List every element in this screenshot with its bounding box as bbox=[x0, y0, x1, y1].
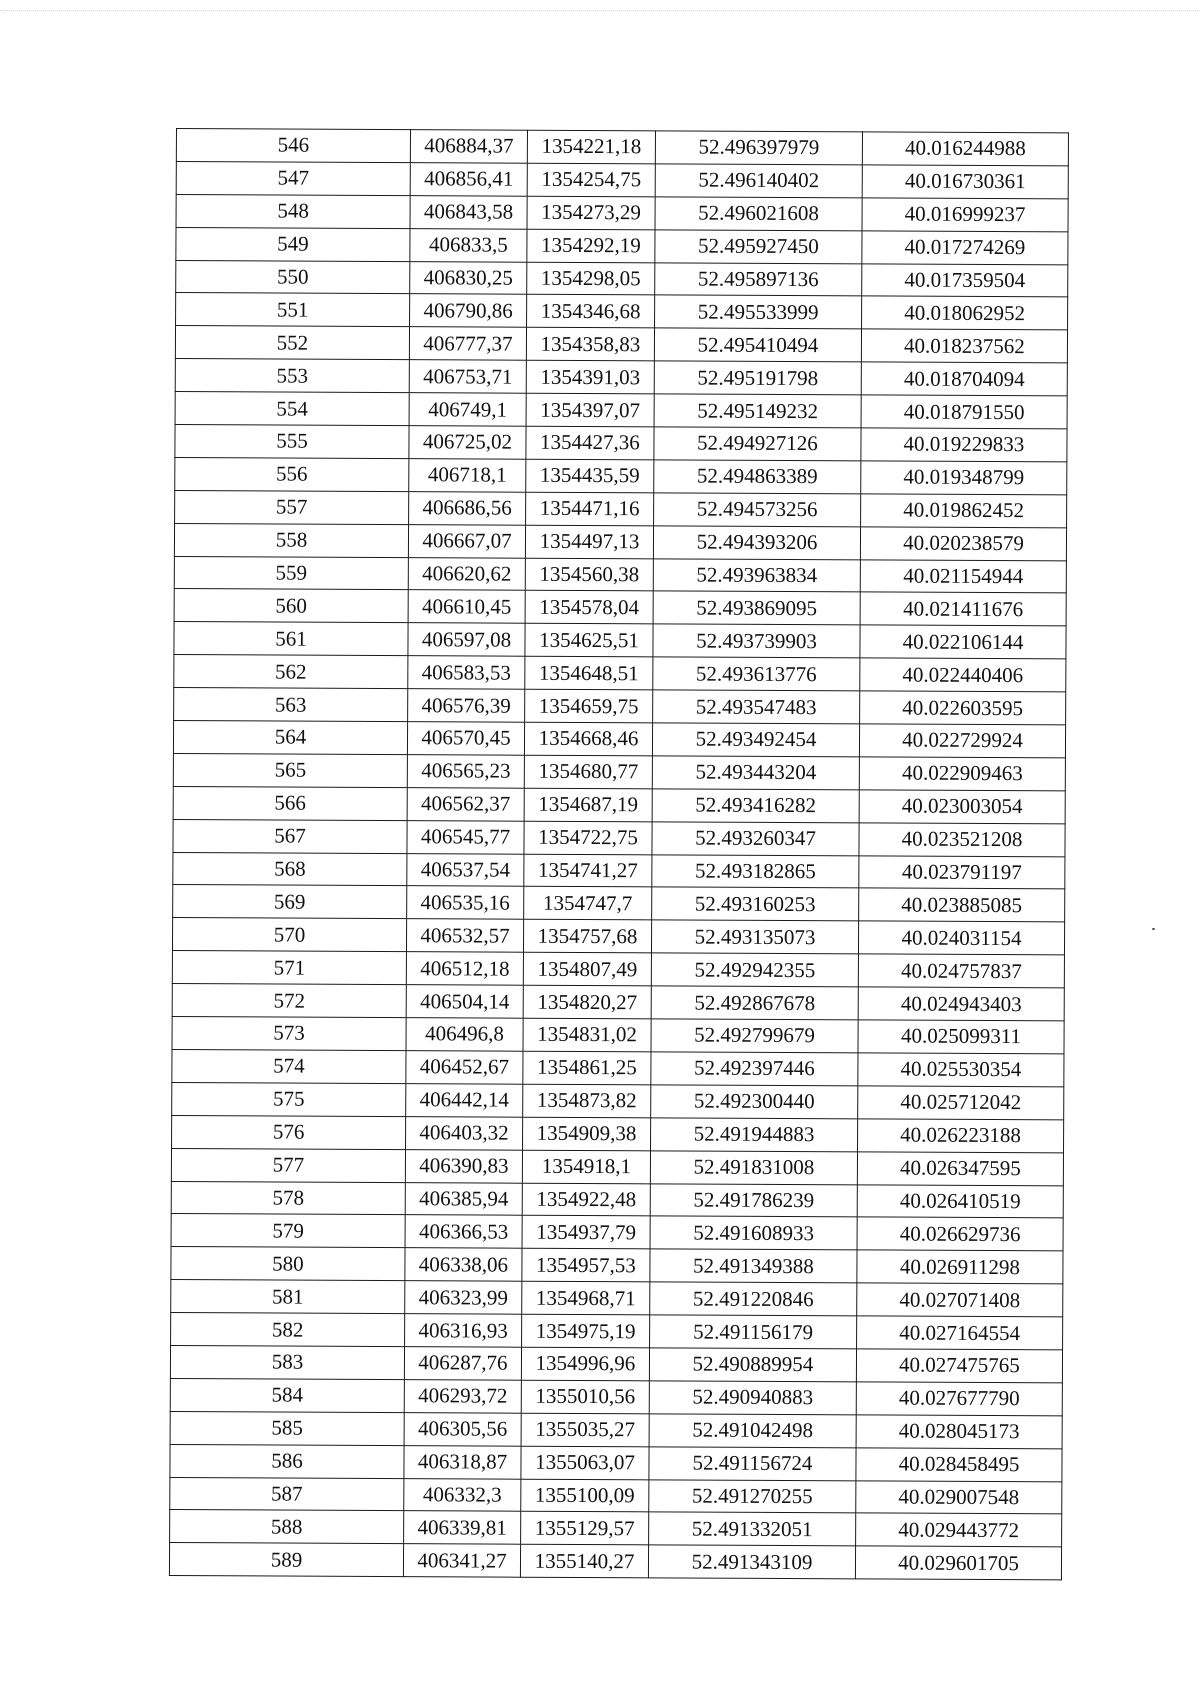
cell-latitude: 52.493160253 bbox=[652, 887, 859, 921]
table-row bbox=[171, 1148, 1063, 1185]
cell-latitude: 52.496140402 bbox=[655, 164, 862, 198]
table-row bbox=[171, 1214, 1063, 1251]
cell-y-coordinate: 1354996,96 bbox=[521, 1347, 649, 1381]
cell-latitude: 52.492942355 bbox=[651, 953, 858, 987]
table-row bbox=[175, 392, 1067, 429]
table-row bbox=[175, 457, 1067, 494]
cell-point-number: 583 bbox=[170, 1345, 404, 1379]
table-row bbox=[174, 523, 1066, 560]
cell-latitude: 52.491270255 bbox=[649, 1479, 856, 1513]
cell-point-number: 552 bbox=[175, 326, 409, 360]
table-row bbox=[172, 984, 1064, 1021]
table-row bbox=[171, 1313, 1063, 1350]
table-row bbox=[172, 1115, 1064, 1152]
cell-point-number: 554 bbox=[175, 392, 409, 426]
cell-latitude: 52.495149232 bbox=[654, 394, 861, 428]
cell-point-number: 559 bbox=[174, 556, 408, 590]
cell-x-coordinate: 406686,56 bbox=[409, 491, 526, 524]
cell-y-coordinate: 1354922,48 bbox=[522, 1183, 650, 1217]
cell-point-number: 574 bbox=[172, 1049, 406, 1083]
cell-latitude: 52.490940883 bbox=[649, 1381, 856, 1415]
cell-x-coordinate: 406570,45 bbox=[407, 722, 524, 755]
cell-longitude: 40.022729924 bbox=[859, 724, 1065, 758]
table-row bbox=[174, 622, 1066, 659]
cell-point-number: 561 bbox=[174, 622, 408, 656]
cell-point-number: 571 bbox=[172, 951, 406, 985]
cell-longitude: 40.017359504 bbox=[862, 263, 1068, 297]
cell-x-coordinate: 406537,54 bbox=[407, 853, 524, 886]
cell-x-coordinate: 406385,94 bbox=[405, 1182, 522, 1215]
cell-longitude: 40.019229833 bbox=[861, 428, 1067, 462]
cell-latitude: 52.491042498 bbox=[649, 1414, 856, 1448]
cell-latitude: 52.491343109 bbox=[648, 1545, 855, 1579]
cell-longitude: 40.023885085 bbox=[859, 888, 1065, 922]
cell-latitude: 52.491220846 bbox=[650, 1282, 857, 1316]
cell-longitude: 40.025712042 bbox=[858, 1086, 1064, 1120]
cell-latitude: 52.493547483 bbox=[653, 690, 860, 724]
cell-longitude: 40.018062952 bbox=[862, 296, 1068, 330]
cell-x-coordinate: 406341,27 bbox=[403, 1544, 520, 1577]
cell-x-coordinate: 406287,76 bbox=[404, 1347, 521, 1380]
cell-longitude: 40.017274269 bbox=[862, 231, 1068, 265]
cell-point-number: 548 bbox=[176, 194, 410, 228]
cell-point-number: 587 bbox=[170, 1477, 404, 1511]
cell-y-coordinate: 1354909,38 bbox=[523, 1117, 651, 1151]
cell-latitude: 52.491944883 bbox=[651, 1118, 858, 1152]
cell-latitude: 52.496397979 bbox=[655, 131, 862, 165]
cell-longitude: 40.026347595 bbox=[857, 1151, 1063, 1185]
cell-latitude: 52.490889954 bbox=[649, 1348, 856, 1382]
cell-point-number: 551 bbox=[176, 293, 410, 327]
table-row bbox=[175, 326, 1067, 363]
cell-x-coordinate: 406718,1 bbox=[409, 459, 526, 492]
cell-x-coordinate: 406305,56 bbox=[404, 1412, 521, 1445]
cell-latitude: 52.491831008 bbox=[650, 1150, 857, 1184]
cell-y-coordinate: 1354957,53 bbox=[522, 1248, 650, 1282]
cell-longitude: 40.018704094 bbox=[861, 362, 1067, 396]
cell-y-coordinate: 1354687,19 bbox=[524, 788, 652, 822]
cell-longitude: 40.018791550 bbox=[861, 395, 1067, 429]
cell-latitude: 52.491332051 bbox=[649, 1512, 856, 1546]
cell-x-coordinate: 406830,25 bbox=[410, 261, 527, 294]
cell-x-coordinate: 406753,71 bbox=[409, 360, 526, 393]
cell-longitude: 40.016999237 bbox=[862, 198, 1068, 232]
cell-x-coordinate: 406843,58 bbox=[410, 195, 527, 228]
table-row bbox=[171, 1181, 1063, 1218]
cell-x-coordinate: 406856,41 bbox=[410, 163, 527, 196]
table-row bbox=[176, 293, 1068, 330]
cell-y-coordinate: 1355035,27 bbox=[521, 1413, 649, 1447]
cell-y-coordinate: 1354298,05 bbox=[527, 262, 655, 296]
cell-point-number: 549 bbox=[176, 227, 410, 261]
table-row bbox=[170, 1510, 1062, 1547]
cell-y-coordinate: 1354292,19 bbox=[527, 229, 655, 263]
cell-x-coordinate: 406316,93 bbox=[405, 1314, 522, 1347]
cell-x-coordinate: 406332,3 bbox=[404, 1478, 521, 1511]
cell-x-coordinate: 406366,53 bbox=[405, 1215, 522, 1248]
cell-longitude: 40.029007548 bbox=[856, 1480, 1062, 1514]
cell-point-number: 581 bbox=[171, 1280, 405, 1314]
cell-point-number: 547 bbox=[176, 161, 410, 195]
cell-point-number: 557 bbox=[175, 490, 409, 524]
cell-latitude: 52.496021608 bbox=[655, 197, 862, 231]
cell-point-number: 573 bbox=[172, 1017, 406, 1051]
cell-y-coordinate: 1354625,51 bbox=[525, 624, 653, 658]
cell-x-coordinate: 406545,77 bbox=[407, 820, 524, 853]
cell-x-coordinate: 406403,32 bbox=[406, 1116, 523, 1149]
cell-x-coordinate: 406532,57 bbox=[406, 919, 523, 952]
cell-x-coordinate: 406565,23 bbox=[407, 755, 524, 788]
cell-latitude: 52.492397446 bbox=[651, 1052, 858, 1086]
table-row bbox=[175, 359, 1067, 396]
cell-y-coordinate: 1354747,7 bbox=[524, 887, 652, 921]
table-row bbox=[174, 688, 1066, 725]
cell-longitude: 40.027677790 bbox=[856, 1382, 1062, 1416]
cell-longitude: 40.019348799 bbox=[861, 461, 1067, 495]
table-row bbox=[173, 786, 1065, 823]
cell-y-coordinate: 1354937,79 bbox=[522, 1216, 650, 1250]
cell-longitude: 40.016730361 bbox=[862, 165, 1068, 199]
table-row bbox=[174, 556, 1066, 593]
cell-latitude: 52.493416282 bbox=[652, 789, 859, 823]
cell-x-coordinate: 406390,83 bbox=[405, 1149, 522, 1182]
cell-y-coordinate: 1354497,13 bbox=[525, 525, 653, 559]
cell-point-number: 546 bbox=[176, 129, 410, 163]
cell-latitude: 52.492300440 bbox=[651, 1085, 858, 1119]
table-row bbox=[172, 918, 1064, 955]
cell-latitude: 52.493613776 bbox=[653, 657, 860, 691]
cell-x-coordinate: 406749,1 bbox=[409, 393, 526, 426]
cell-point-number: 568 bbox=[173, 852, 407, 886]
cell-longitude: 40.026629736 bbox=[857, 1217, 1063, 1251]
table-row bbox=[175, 490, 1067, 527]
cell-point-number: 578 bbox=[171, 1181, 405, 1215]
cell-point-number: 566 bbox=[173, 786, 407, 820]
cell-y-coordinate: 1354254,75 bbox=[527, 163, 655, 197]
cell-y-coordinate: 1354820,27 bbox=[523, 985, 651, 1019]
cell-y-coordinate: 1354346,68 bbox=[527, 295, 655, 329]
cell-y-coordinate: 1354873,82 bbox=[523, 1084, 651, 1118]
cell-x-coordinate: 406667,07 bbox=[408, 524, 525, 557]
table-row bbox=[170, 1444, 1062, 1481]
cell-point-number: 569 bbox=[173, 885, 407, 919]
cell-point-number: 576 bbox=[172, 1115, 406, 1149]
cell-y-coordinate: 1354807,49 bbox=[523, 952, 651, 986]
cell-y-coordinate: 1354358,83 bbox=[526, 328, 654, 362]
cell-point-number: 577 bbox=[171, 1148, 405, 1182]
cell-x-coordinate: 406562,37 bbox=[407, 787, 524, 820]
cell-latitude: 52.494393206 bbox=[653, 526, 860, 560]
cell-latitude: 52.493869095 bbox=[653, 591, 860, 625]
cell-x-coordinate: 406620,62 bbox=[408, 557, 525, 590]
cell-longitude: 40.027164554 bbox=[857, 1316, 1063, 1350]
cell-longitude: 40.022106144 bbox=[860, 625, 1066, 659]
cell-latitude: 52.491786239 bbox=[650, 1183, 857, 1217]
cell-y-coordinate: 1354668,46 bbox=[524, 722, 652, 756]
cell-y-coordinate: 1355063,07 bbox=[521, 1446, 649, 1480]
cell-longitude: 40.024031154 bbox=[858, 921, 1064, 955]
table-row bbox=[171, 1280, 1063, 1317]
cell-x-coordinate: 406442,14 bbox=[406, 1083, 523, 1116]
cell-y-coordinate: 1354391,03 bbox=[526, 360, 654, 394]
cell-x-coordinate: 406576,39 bbox=[408, 689, 525, 722]
table-row bbox=[174, 589, 1066, 626]
cell-y-coordinate: 1354741,27 bbox=[524, 854, 652, 888]
cell-point-number: 579 bbox=[171, 1214, 405, 1248]
table-row bbox=[173, 753, 1065, 790]
cell-y-coordinate: 1354273,29 bbox=[527, 196, 655, 230]
cell-point-number: 550 bbox=[176, 260, 410, 294]
cell-point-number: 563 bbox=[174, 688, 408, 722]
table-row bbox=[170, 1378, 1062, 1415]
cell-longitude: 40.023003054 bbox=[859, 790, 1065, 824]
cell-y-coordinate: 1354975,19 bbox=[522, 1314, 650, 1348]
cell-longitude: 40.021411676 bbox=[860, 592, 1066, 626]
table-row bbox=[169, 1543, 1061, 1580]
cell-latitude: 52.493739903 bbox=[653, 624, 860, 658]
cell-latitude: 52.495191798 bbox=[654, 361, 861, 395]
cell-point-number: 564 bbox=[173, 721, 407, 755]
cell-point-number: 580 bbox=[171, 1247, 405, 1281]
cell-point-number: 567 bbox=[173, 819, 407, 853]
cell-x-coordinate: 406597,08 bbox=[408, 623, 525, 656]
table-row bbox=[170, 1345, 1062, 1382]
cell-x-coordinate: 406777,37 bbox=[409, 327, 526, 360]
cell-y-coordinate: 1355010,56 bbox=[521, 1380, 649, 1414]
cell-latitude: 52.493182865 bbox=[652, 854, 859, 888]
cell-y-coordinate: 1354968,71 bbox=[522, 1281, 650, 1315]
cell-longitude: 40.022440406 bbox=[860, 658, 1066, 692]
cell-y-coordinate: 1354831,02 bbox=[523, 1018, 651, 1052]
cell-latitude: 52.493135073 bbox=[651, 920, 858, 954]
table-row bbox=[174, 655, 1066, 692]
cell-x-coordinate: 406339,81 bbox=[404, 1511, 521, 1544]
cell-point-number: 556 bbox=[175, 457, 409, 491]
cell-latitude: 52.493963834 bbox=[653, 558, 860, 592]
cell-latitude: 52.493492454 bbox=[652, 723, 859, 757]
cell-latitude: 52.491156179 bbox=[650, 1315, 857, 1349]
table-row bbox=[176, 260, 1068, 297]
cell-longitude: 40.016244988 bbox=[862, 132, 1068, 166]
cell-y-coordinate: 1354221,18 bbox=[527, 130, 655, 164]
cell-latitude: 52.494927126 bbox=[654, 427, 861, 461]
cell-y-coordinate: 1355140,27 bbox=[520, 1544, 648, 1578]
cell-latitude: 52.495927450 bbox=[655, 230, 862, 264]
cell-point-number: 562 bbox=[174, 655, 408, 689]
cell-longitude: 40.025099311 bbox=[858, 1020, 1064, 1054]
cell-longitude: 40.023521208 bbox=[859, 823, 1065, 857]
cell-latitude: 52.491349388 bbox=[650, 1249, 857, 1283]
table-row bbox=[176, 194, 1068, 231]
table-row bbox=[176, 227, 1068, 264]
cell-longitude: 40.029601705 bbox=[855, 1546, 1061, 1580]
cell-latitude: 52.494573256 bbox=[654, 493, 861, 527]
cell-point-number: 560 bbox=[174, 589, 408, 623]
table-row bbox=[171, 1247, 1063, 1284]
cell-y-coordinate: 1354435,59 bbox=[526, 459, 654, 493]
cell-point-number: 585 bbox=[170, 1411, 404, 1445]
scan-edge-line bbox=[0, 10, 1200, 11]
cell-point-number: 570 bbox=[172, 918, 406, 952]
cell-point-number: 572 bbox=[172, 984, 406, 1018]
cell-longitude: 40.026223188 bbox=[858, 1119, 1064, 1153]
cell-latitude: 52.491156724 bbox=[649, 1446, 856, 1480]
cell-y-coordinate: 1354918,1 bbox=[522, 1150, 650, 1184]
cell-longitude: 40.029443772 bbox=[856, 1513, 1062, 1547]
cell-x-coordinate: 406496,8 bbox=[406, 1018, 523, 1051]
cell-x-coordinate: 406833,5 bbox=[410, 228, 527, 261]
cell-point-number: 553 bbox=[175, 359, 409, 393]
table-row bbox=[170, 1411, 1062, 1448]
cell-y-coordinate: 1355100,09 bbox=[521, 1479, 649, 1513]
table-row bbox=[172, 1082, 1064, 1119]
cell-x-coordinate: 406293,72 bbox=[404, 1379, 521, 1412]
cell-x-coordinate: 406504,14 bbox=[406, 985, 523, 1018]
cell-point-number: 582 bbox=[171, 1313, 405, 1347]
cell-point-number: 558 bbox=[174, 523, 408, 557]
cell-x-coordinate: 406610,45 bbox=[408, 590, 525, 623]
coordinates-table-body bbox=[169, 129, 1068, 1581]
cell-y-coordinate: 1354680,77 bbox=[524, 755, 652, 789]
table-row bbox=[176, 129, 1068, 166]
cell-latitude: 52.495410494 bbox=[654, 328, 861, 362]
cell-longitude: 40.028458495 bbox=[856, 1447, 1062, 1481]
cell-x-coordinate: 406338,06 bbox=[405, 1248, 522, 1281]
cell-y-coordinate: 1354427,36 bbox=[526, 426, 654, 460]
cell-longitude: 40.020238579 bbox=[860, 527, 1066, 561]
cell-point-number: 589 bbox=[169, 1543, 403, 1577]
cell-point-number: 575 bbox=[172, 1082, 406, 1116]
cell-longitude: 40.019862452 bbox=[861, 494, 1067, 528]
cell-longitude: 40.028045173 bbox=[856, 1415, 1062, 1449]
table-row bbox=[173, 819, 1065, 856]
cell-y-coordinate: 1354471,16 bbox=[526, 492, 654, 526]
cell-latitude: 52.495897136 bbox=[655, 262, 862, 296]
cell-y-coordinate: 1354659,75 bbox=[525, 689, 653, 723]
cell-x-coordinate: 406452,67 bbox=[406, 1051, 523, 1084]
cell-x-coordinate: 406323,99 bbox=[405, 1281, 522, 1314]
cell-y-coordinate: 1354648,51 bbox=[525, 656, 653, 690]
cell-latitude: 52.492867678 bbox=[651, 986, 858, 1020]
cell-point-number: 565 bbox=[173, 753, 407, 787]
cell-longitude: 40.022909463 bbox=[859, 757, 1065, 791]
cell-longitude: 40.026410519 bbox=[857, 1184, 1063, 1218]
cell-point-number: 586 bbox=[170, 1444, 404, 1478]
cell-point-number: 555 bbox=[175, 425, 409, 459]
cell-latitude: 52.491608933 bbox=[650, 1216, 857, 1250]
cell-latitude: 52.495533999 bbox=[655, 295, 862, 329]
cell-y-coordinate: 1354397,07 bbox=[526, 393, 654, 427]
cell-latitude: 52.493443204 bbox=[652, 756, 859, 790]
table-row bbox=[172, 951, 1064, 988]
cell-longitude: 40.024757837 bbox=[858, 954, 1064, 988]
cell-x-coordinate: 406535,16 bbox=[407, 886, 524, 919]
cell-longitude: 40.023791197 bbox=[859, 855, 1065, 889]
cell-longitude: 40.027071408 bbox=[857, 1283, 1063, 1317]
cell-y-coordinate: 1354757,68 bbox=[523, 920, 651, 954]
cell-longitude: 40.022603595 bbox=[860, 691, 1066, 725]
cell-y-coordinate: 1354861,25 bbox=[523, 1051, 651, 1085]
table-row bbox=[172, 1017, 1064, 1054]
table-row bbox=[175, 425, 1067, 462]
cell-y-coordinate: 1355129,57 bbox=[521, 1512, 649, 1546]
cell-point-number: 588 bbox=[170, 1510, 404, 1544]
cell-longitude: 40.027475765 bbox=[856, 1349, 1062, 1383]
coordinates-table bbox=[169, 128, 1069, 1581]
cell-point-number: 584 bbox=[170, 1378, 404, 1412]
table-row bbox=[176, 161, 1068, 198]
cell-x-coordinate: 406725,02 bbox=[409, 426, 526, 459]
table-row bbox=[173, 721, 1065, 758]
cell-y-coordinate: 1354560,38 bbox=[525, 558, 653, 592]
cell-latitude: 52.493260347 bbox=[652, 822, 859, 856]
cell-latitude: 52.492799679 bbox=[651, 1019, 858, 1053]
table-row bbox=[172, 1049, 1064, 1086]
cell-y-coordinate: 1354722,75 bbox=[524, 821, 652, 855]
cell-longitude: 40.026911298 bbox=[857, 1250, 1063, 1284]
table-row bbox=[173, 885, 1065, 922]
cell-x-coordinate: 406583,53 bbox=[408, 656, 525, 689]
cell-longitude: 40.021154944 bbox=[860, 559, 1066, 593]
cell-latitude: 52.494863389 bbox=[654, 460, 861, 494]
cell-longitude: 40.025530354 bbox=[858, 1053, 1064, 1087]
cell-x-coordinate: 406512,18 bbox=[406, 952, 523, 985]
cell-longitude: 40.024943403 bbox=[858, 987, 1064, 1021]
scan-speck bbox=[1152, 928, 1155, 930]
cell-x-coordinate: 406790,86 bbox=[410, 294, 527, 327]
cell-x-coordinate: 406884,37 bbox=[410, 130, 527, 163]
cell-y-coordinate: 1354578,04 bbox=[525, 591, 653, 625]
table-row bbox=[173, 852, 1065, 889]
cell-x-coordinate: 406318,87 bbox=[404, 1445, 521, 1478]
cell-longitude: 40.018237562 bbox=[861, 329, 1067, 363]
table-row bbox=[170, 1477, 1062, 1514]
